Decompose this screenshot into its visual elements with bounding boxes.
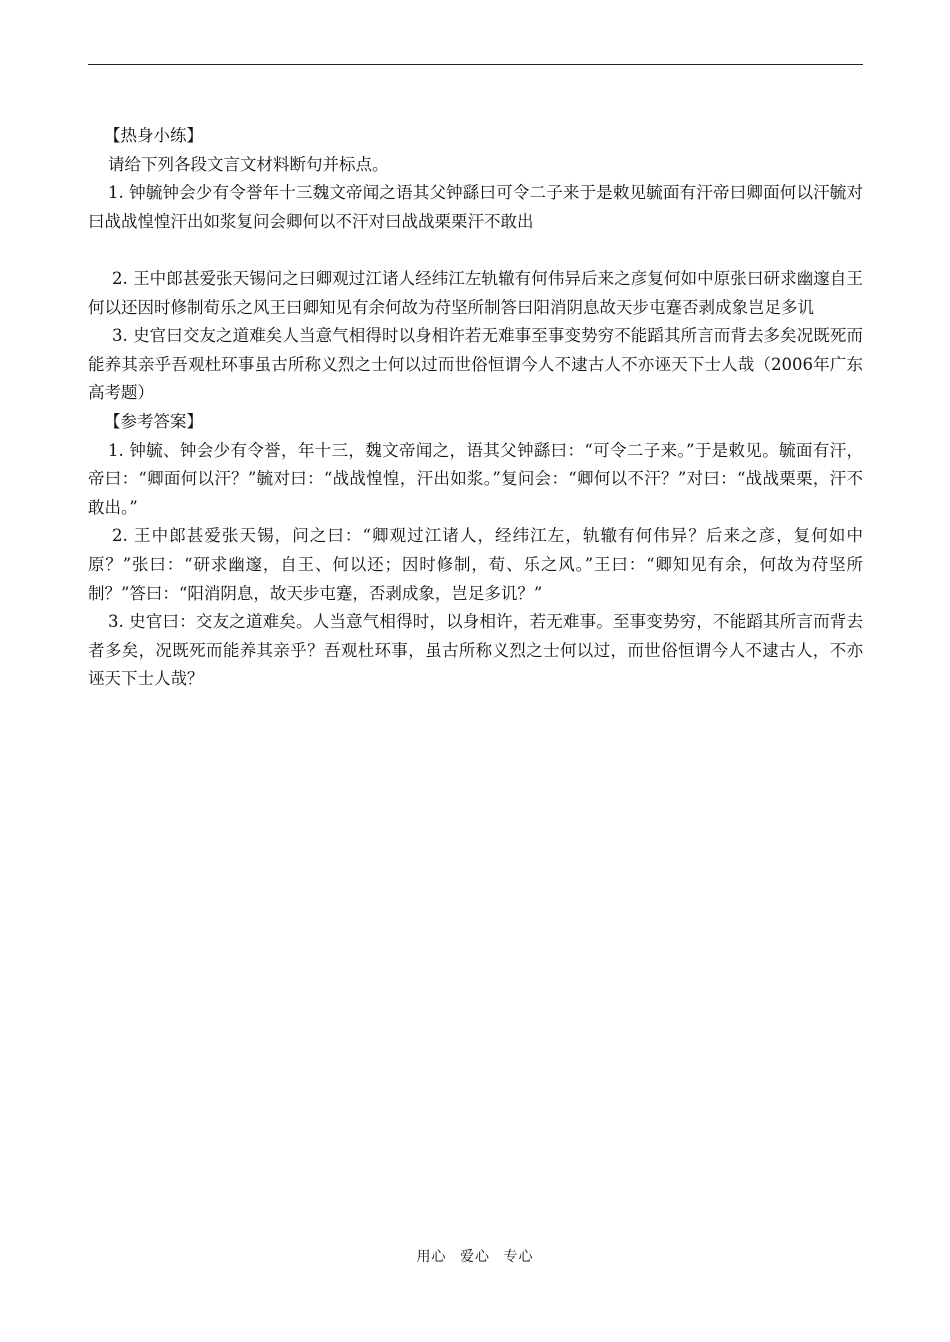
answer-item-2: 2. 王中郎甚爱张天锡，问之曰：“卿观过江诸人，经纬江左，轨辙有何伟异？后来之彦，复何如中原？”张曰：“研求幽邃，自王、何以还；因时修制，荀、乐之风。”王曰：“卿知见有余，何故为苻坚所制？”答曰：“阳消阴息，故天步屯蹇，否剥成象，岂足多讥？” <box>88 526 863 603</box>
warmup-heading: 【热身小练】 <box>104 126 203 145</box>
answers-heading: 【参考答案】 <box>104 411 203 431</box>
blank-line <box>88 236 863 265</box>
warmup-item-1: 1. 钟毓钟会少有令誉年十三魏文帝闻之语其父钟繇曰可令二子来于是敕见毓面有汗帝曰卿面何以汗毓对曰战战惶惶汗出如浆复问会卿何以不汗对曰战战栗栗汗不敢出 <box>88 183 863 231</box>
warmup-instruction: 请给下列各段文言文材料断句并标点。 <box>108 154 389 174</box>
document-body <box>88 122 863 694</box>
header-rule <box>88 64 863 65</box>
warmup-item-2: 2. 王中郎甚爱张天锡问之曰卿观过江诸人经纬江左轨辙有何伟异后来之彦复何如中原张曰研求幽邃自王何以还因时修制荀乐之风王曰卿知见有余何故为苻坚所制答曰阳消阴息故天步屯蹇否剥成象岂足多讥 <box>88 268 863 317</box>
page-footer: 用心 爱心 专心 <box>416 1249 534 1265</box>
warmup-item-3: 3. 史官曰交友之道难矣人当意气相得时以身相许若无难事至事变势穷不能蹈其所言而背去多矣况既死而能养其亲乎吾观杜环事虽古所称义烈之士何以过而世俗恒谓今人不逮古人不亦诬天下士人哉（2006年广东高考题） <box>88 326 863 403</box>
answer-item-3: 3. 史官曰：交友之道难矣。人当意气相得时，以身相许，若无难事。至事变势穷，不能蹈其所言而背去者多矣，况既死而能养其亲乎？吾观杜环事，虽古所称义烈之士何以过，而世俗恒谓今人不逮古人，不亦诬天下士人哉？ <box>88 612 863 689</box>
answer-item-1: 1. 钟毓、钟会少有令誉，年十三，魏文帝闻之，语其父钟繇曰：“可令二子来。”于是敕见。毓面有汗，帝曰：“卿面何以汗？”毓对曰：“战战惶惶，汗出如浆。”复问会：“卿何以不汗？”对曰：“战战栗栗，汗不敢出。” <box>88 440 863 517</box>
